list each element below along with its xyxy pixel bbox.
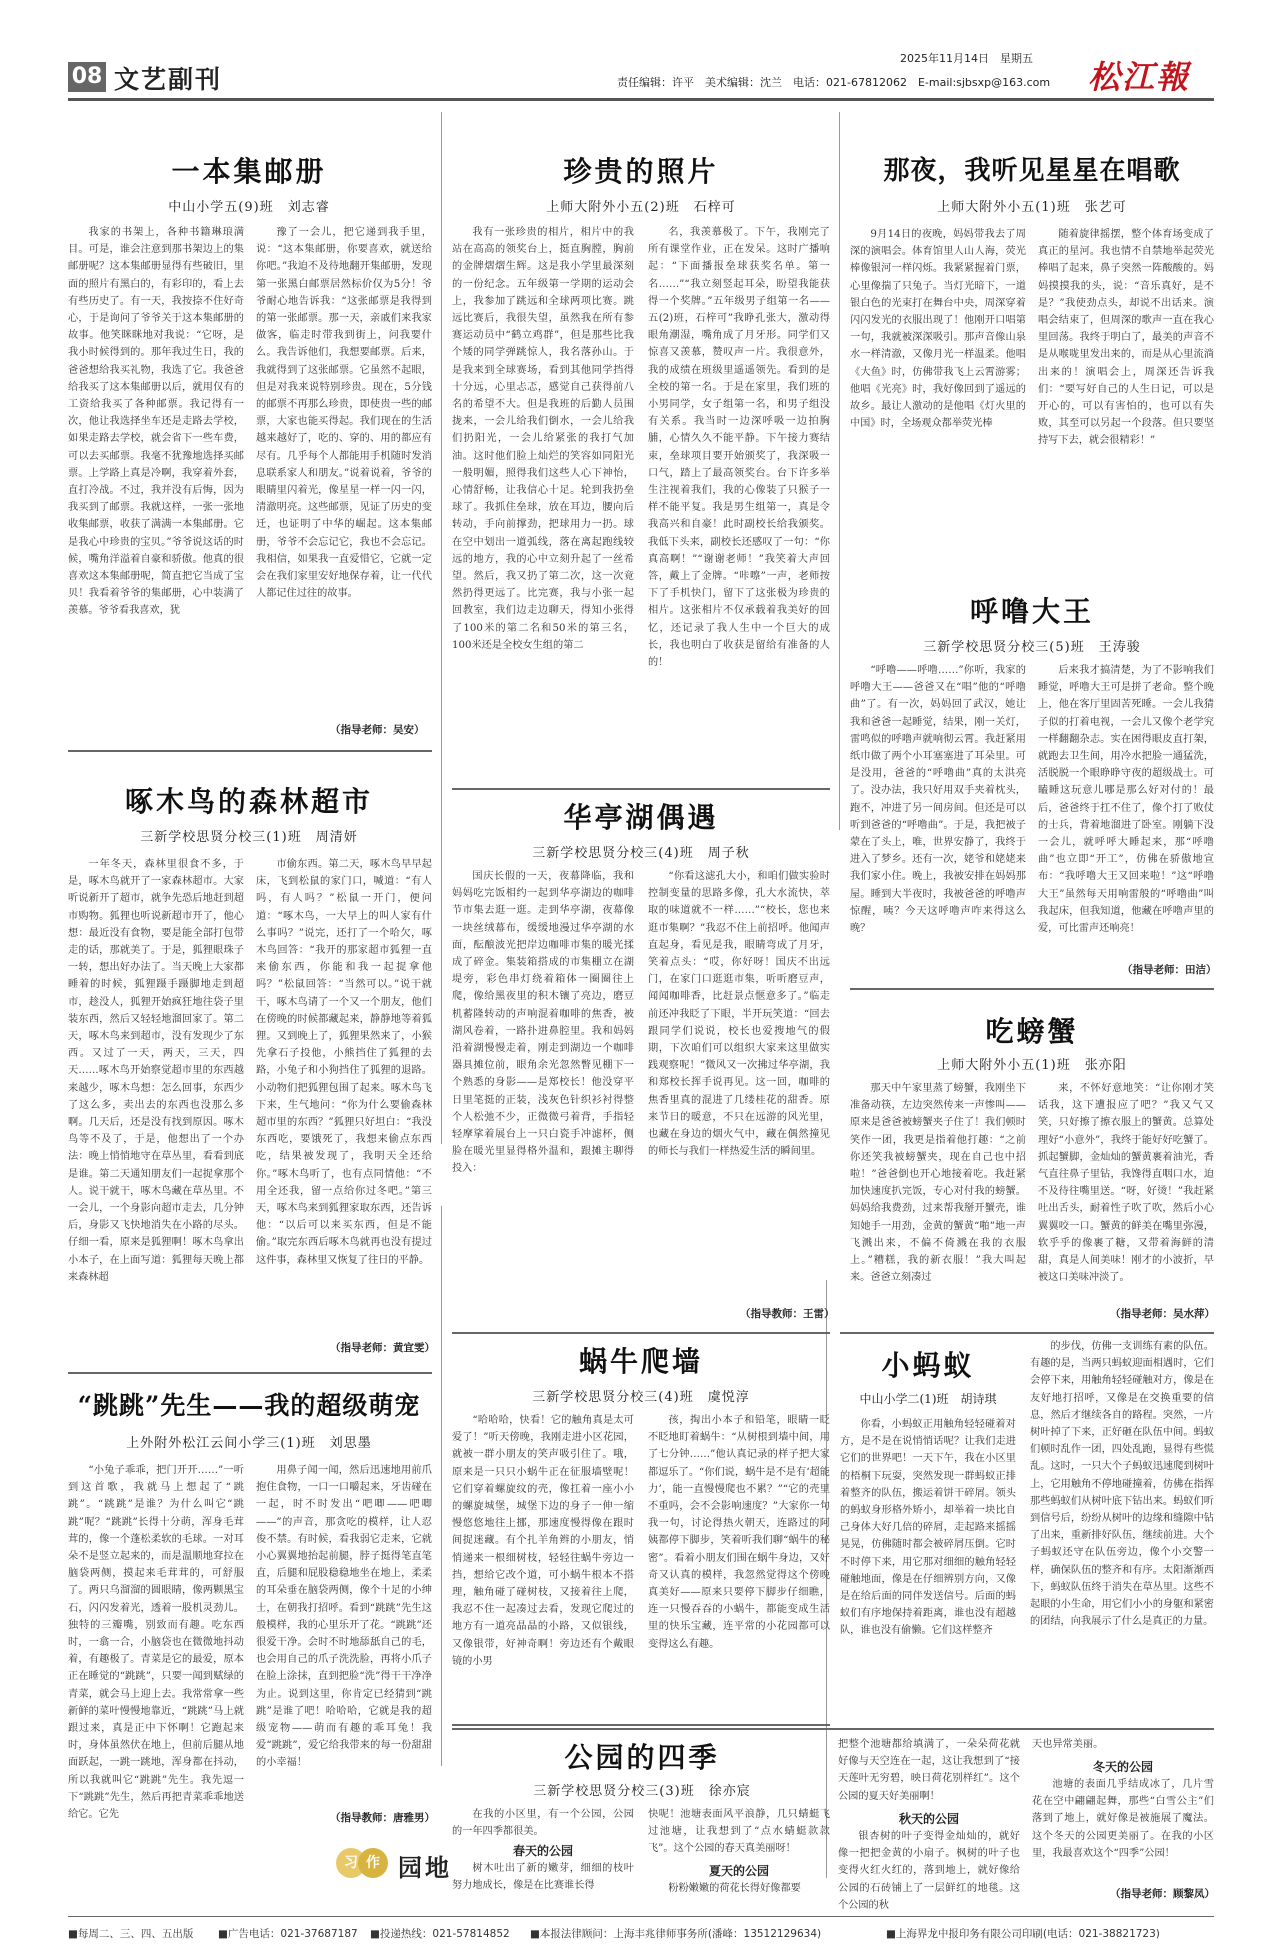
article-text: 市偷东西。第二天，啄木鸟早早起床，飞到松鼠的家门口，喊道：“有人吗，有人吗？”松鼠一开门，便问道：“啄木鸟，一大早上的叫人家有什么事吗？”说完，还打了一个哈欠，啄木鸟回答：“我开的那家超市狐狸一直来偷东西，你能和我一起捉拿他吗？”松鼠回答：“当然可以。”说干就干，啄木鸟请了一个又一个朋友，他们在傍晚的时候都藏起来，静静地等着狐狸。又到晚上了，狐狸果然来了，小猴先拿石子投他，小熊挡住了狐狸的去路，小兔子和小狗挡住了狐狸的退路。小动物们把狐狸包围了起来。啄木鸟飞下来，生气地问：“你为什么要偷森林超市里的东西？”狐狸只好坦白：“我没东西吃，要饿死了，我想来偷点东西吃，结果被发现了，我明天全还给你。”啄木鸟听了，也有点同情他：“不用全还我，留一点给你过冬吧。”第三天，啄木鸟来到狐狸家取东西，还告诉他：“以后可以来买东西，但是不能偷。”取完东西后啄木鸟就再也没有提过这件事，森林里又恢复了往日的平静。 [256,859,432,1266]
article-body [648,1412,830,1714]
footer-publish-days: ■每周二、三、四、五出版 [68,1928,194,1940]
article-author: 上师大附外小五(2)班 石梓可 [546,200,736,215]
article-author: 上师大附外小五(1)班 张艺可 [937,200,1127,215]
badge-char: 作 [358,1848,388,1878]
article-text: “哈哈哈，快看！它的触角真是太可爱了！”听天傍晚，我刚走进小区花园，就被一群小朋友的笑声吸引住了。哦，原来是一只只小蜗牛正在征服墙壁呢！它们穿着螺旋纹的壳，像扛着一座小小的螺旋城堡，城堡下边的身子一伸一缩慢悠悠地往上挪，那速度慢得像在跟时间捉迷藏。有个扎羊角辫的小朋友，悄悄递来一根细树枝，轻轻往蜗牛旁边一挡，想给它改个道，可小蜗牛根本不搭理，触角碰了碰树枝，又接着往上爬，我忍不住一起凑过去看，发现它爬过的地方有一道亮晶晶的小路，又似银线，又像银带，好神奇啊！旁边还有个戴眼镜的小男 [452,1415,634,1667]
column-divider [441,112,442,1144]
header-rule [68,98,1214,101]
article-text: “你看这滤孔大小，和咱们做实验时控制变量的思路多像，孔大水流快，萃取的味道就不一样……”“校长，您也来逛市集啊？”我忍不住上前招呼。他闻声直起身，看见是我，眼睛弯成了月牙，笑着点头：“哎，你好呀！国庆不出远门，在家门口逛逛市集，听听磨豆声，闻闻咖啡香，比赶景点惬意多了。”临走前还冲我眨了下眼，半开玩笑道：“回去跟同学们说说，校长也爱搜地气的假期，下次咱们可以组织大家来这里做实践观察呢！”微风又一次拂过华亭湖，我和郑校长挥手说再见。这一回，咖啡的焦香里真的混进了几缕桂花的甜香。原来节日的暖意，不只在远游的风光里，也藏在身边的烟火气中，藏在偶然撞见的师长与我们一样热爱生活的瞬间里。 [648,871,830,1158]
badge-char: 习 [336,1848,366,1878]
newspaper-page [68,50,1217,1940]
article-text: 用鼻子闻一闻，然后迅速地用前爪抱住食物，一口一口嚼起来，牙齿碰在一起，时不时发出“吧唧——吧唧——”的声音，那贪吃的模样，让人忍俊不禁。有时候，看我弱它走来，它就小心翼翼地抬起前腿，脖子挺得笔直笔直，后腿和屁股稳稳地坐在地上，柔柔的耳朵垂在脑袋两侧，像个十足的小绅士，在朝我打招呼。看到“跳跳”先生这般模样，我的心里乐开了花。“跳跳”还很爱干净。会时不时地舔舐自己的毛，也会用自己的爪子洗洗脸，再将小爪子在脸上涂抹，直到把脸“洗”得干干净净为止。说到这里，你肯定已经猜到“跳跳”是谁了吧！哈哈哈，它就是我的超级宠物——萌而有趣的乖耳兔！我爱“跳跳”，爱它给我带来的每一份甜甜的小幸福！ [256,1465,432,1769]
season-heading: 秋天的公园 [898,1812,959,1826]
article-body [452,224,634,778]
article-body [648,868,830,1302]
article-author: 上外附外松江云间小学三(1)班 刘思墨 [126,1436,372,1451]
footer-ad-phone: ■广告电话：021-37687187 [218,1928,358,1940]
article-title: 一本集邮册 [171,155,327,188]
article-body [1038,1080,1214,1302]
article-text: 快呢！池塘表面风平浪静，几只蜻蜓飞过池塘，让我想到了“点水蜻蜓款款飞”。这个公园的春天真美丽呀！ [648,1809,830,1855]
article-body [838,1736,1020,1806]
article-title: 华亭湖偶遇 [563,801,719,834]
article-author: 三新学校思贤分校三(4)班 虞悦淳 [532,1390,750,1405]
section-rule [452,1332,830,1334]
page-header [68,50,1214,98]
article-body [256,1462,432,1794]
article-body [452,1412,634,1714]
article-author: 三新学校思贤分校三(4)班 周子秋 [532,846,750,861]
footer-delivery-phone: ■投递热线：021-57814852 [370,1928,510,1940]
article-author: 中山小学二(1)班 胡诗琪 [859,1392,997,1406]
teacher-credit: （指导教师：唐雅男） [330,1812,435,1824]
article-text: “呼噜——呼噜……”你听，我家的呼噜大王——爸爸又在“唱”他的“呼噜曲”了。有一次，妈妈回了武汉，她让我和爸爸一起睡觉，结果，刚一关灯，雷鸣似的呼噜声就响彻云霄。我赶紧用纸巾做了两个小耳塞塞进了耳朵里。可是没用，爸爸的“呼噜曲”真的太洪亮了。没办法，我只好用双手夹着枕头，跑不，冲进了另一间房间。但还是可以听到爸爸的“呼噜曲”。于是，我把被子蒙在了头上，唯，世界安静了，我终于进入了梦乡。还有一次，姥爷和姥姥来我们家小住。晚上，我被安排在妈妈那屋。睡到大半夜时，我被爸爸的呼噜声惊醒，咦？今天这呼噜声咋来得这么晚？ [850,665,1026,935]
article-text: 豫了一会儿，把它递到我手里，说：“这本集邮册，你要喜欢，就送给你吧。”我迫不及待地翻开集邮册，发现第一张黑白邮票居然标价仅为5分！爷爷耐心地告诉我：“这张邮票是我得到的第一张邮票。那一天，亲戚们来我家做客，临走时带我到街上，问我要什么。我告诉他们，我想要邮票。后来，我就得到了这张邮票。它虽然不起眼，但是对我来说特别珍贵。现在，5分钱的邮票不再那么珍贵，即使贵一些的邮票，大家也能买得起。我们现在的生活越来越好了，吃的、穿的、用的都应有尽有。几乎每个人都能用手机随时发消息联系家人和朋友。”说着说着，爷爷的眼睛里闪着光，像星星一样一闪一闪，清澈明亮。这些邮票，见证了历史的变迁，也证明了中华的崛起。这本集邮册，爷爷不会忘记它，我也不会忘记。我相信，如果我一直爱惜它，它就一定会在我们家里安好地保存着，让一代代人都记住过往的故事。 [256,227,432,600]
season-heading: 冬天的公园 [1092,1760,1153,1774]
article-author: 中山小学五(9)班 刘志睿 [168,200,330,215]
article-body [452,868,634,1312]
article-text: 随着旋律摇摆，整个体育场变成了真正的星河。我也情不自禁地举起荧光棒唱了起来，鼻子突然一阵酸酸的。妈妈摸摸我的头，说：“音乐真好，是不是？”我使劲点头，却说不出话来。演唱会结束了，但周深的歌声一直在我心里回荡。我终于明白了，最美的声音不是从喉咙里发出来的，而是从心里流淌出来的！演唱会上，周深还告诉我们：“要写好自己的人生日记，可以是开心的，可以有害怕的，也可以有失败，其至可以另起一个段落。但只要坚持写下去，就会很精彩！” [1038,229,1214,447]
article-author: 三新学校思贤分校三(1)班 周清妍 [140,830,358,845]
section-rule [452,788,830,790]
editor-credits: 责任编辑：许平 美术编辑：沈兰 电话：021-67812062 E-mail:sjbsxp@163.com [617,76,1051,89]
article-text: 我有一张珍贵的相片，相片中的我站在高高的领奖台上，挺直胸膛，胸前的金牌熠熠生辉。这是我小学里最深刻的一份纪念。五年级第一学期的运动会上，我参加了跳远和全球两项比赛。跳远比赛后，我很失望，虽然我在所有参赛运动员中“鹤立鸡群”，但是那些比我个矮的同学弹跳惊人，我名落孙山。于是我来到全球赛场，看到其他同学挡得十分远，心里忐忑，感觉自己获得前八名的希望不大。但是我班的后勤人员围拢来，一会儿给我们倒水，一会儿给我们扔阳光，一会儿给紧张的我打气加油。这时他们脸上灿烂的笑容如同阳光一般明媚，照得我们这些人心下神怡，心情舒畅，让我信心十足。轮到我扔垒球了。我抓住垒球，放在耳边，腰向后转动，手向前撑劲，把球用力一扔。球在空中划出一道弧线，落在离起跑线较远的地方，我的心中立刻升起了一丝希望。然后，我又扔了第二次，这一次竟然扔得更远了。比完赛，我与小张一起回教室，我们边走边聊天，得知小张得了100米的第二名和50米的第三名，100米还是全校女生组的第二 [452,227,634,651]
article-body [256,224,432,720]
issue-date: 2025年11月14日 星期五 [900,52,1033,65]
section-rule [850,988,1214,990]
article-title: 小蚂蚁 [881,1349,975,1382]
teacher-credit: （指导老师：田洁） [1122,964,1217,976]
section-rule [68,1372,432,1374]
article-text: 那天中午家里蒸了螃蟹，我刚坐下准备动筷，左边突然传来一声惨叫——原来是爸爸被螃蟹夹子住了！我们顿时笑作一团，我更是指着他打趣：“之前你还笑我被螃蟹夹，现在自己也中招啦！”爸爸倒也开心地接着吃。我赶紧加快速度扒完饭，专心对付我的螃蟹。妈妈给我费劲，过来帮我掰开蟹壳，谁知她手一用劲，金黄的蟹黄“啪”地一声飞溅出来，不偏不倚溅在我的衣服上。”糟糕，我的新衣服！”我大叫起来。爸爸立刻凑过 [850,1083,1026,1284]
teacher-credit: （指导教师：王雷） [740,1308,835,1320]
article-text: 在我的小区里，有一个公园，公园的一年四季都很美。 [452,1809,634,1838]
article-body [850,1080,1026,1320]
section-rule [452,1724,830,1726]
article-body [256,856,432,1336]
article-body [68,224,244,736]
teacher-credit: （指导老师：顾黎凤） [1110,1888,1215,1900]
article-text: 粉粉嫩嫩的荷花长得好像都要 [668,1883,801,1894]
article-text: 国庆长假的一天，夜幕降临，我和妈妈吃完饭相约一起到华亭湖边的咖啡节市集去逛一逛。走到华亭湖，夜幕像一块丝绒幕布，缓缓地漫过华亭湖的水面，酝酿波光把岸边咖啡市集的暖光揉成了碎金。集装箱搭成的市集棚立在湖堤旁，彩色串灯绕着箱体一圈圈往上爬，像给黑夜里的积木镶了亮边，磨豆机蓄隆转动的声响混着咖啡的焦香，被湖风卷着，一路扑进鼻腔里。我和妈妈沿着湖慢慢走着，刚走到湖边一个咖啡器具摊位前，眼角余光忽然瞥见棚下一个熟悉的身影——是郑校长！他没穿平日里笔挺的正装，浅灰色针织衫衬得整个人松弛不少，正微微弓着背，手指轻轻摩挲着展台上一只白瓷手冲滤杯，侧脸在暖光里显得格外温和，跟摊主聊得投入： [452,871,634,1175]
article-text: 的步伐，仿佛一支训练有素的队伍。有趣的是，当两只蚂蚁迎面相遇时，它们会停下来，用触角轻轻碰触对方，像是在友好地打招呼，又像是在交换重要的信息，然后才继续各自的路程。突然，一片树叶掉了下来，正好砸在队伍中间。蚂蚁们顿时乱作一团，四处乱跑，显得有些慌乱。这时，一只大个子蚂蚁迅速爬到树叶上，它用触角不停地碰撞着，仿佛在指挥那些蚂蚁们从树叶底下钻出来。蚂蚁们听到信号后，纷纷从树叶的边缘和缝隙中钻了出来，重新排好队伍，继续前进。大个子蚂蚁还守在队伍旁边，像个小交警一样，确保队伍的整齐和有序。太阳渐渐西下，蚂蚁队伍终于消失在草丛里。这些不起眼的小生命，用它们小小的身躯和紧密的团结，向我展示了什么是真正的力量。 [1030,1341,1214,1628]
article-title: 呼噜大王 [969,595,1094,628]
article-body [838,1828,1020,1911]
teacher-credit: （指导老师：黄宜雯） [330,1342,435,1354]
article-text: 树木吐出了新的嫩芽，细细的枝叶努力地成长，像是在比赛谁长得 [452,1863,634,1892]
page-number: 08 [68,62,106,92]
article-body [648,1806,830,1858]
article-text: 来，不怀好意地笑：“让你刚才笑话我，这下遭报应了吧？”我又气又笑，只好擦了擦衣服上的蟹黄。总算处理好“小意外”，我终于能好好吃蟹了。抓起蟹脚，金灿灿的蟹黄裹着油光，香气直往鼻子里钻，我馋得直咽口水，迫不及待往嘴里送。“呀，好烫！”我赶紧吐出舌头，耐着性子吹了吹，然后小心翼翼咬一口。蟹黄的鲜美在嘴里弥漫，软乎乎的像裹了糖，又带着海鲜的清甜，真是人间美味！刚才的小波折，早被这口美味冲淡了。 [1038,1083,1214,1284]
column-divider [839,112,840,830]
season-heading: 春天的公园 [512,1844,573,1858]
article-author: 三新学校思贤分校三(5)班 王涛骏 [923,640,1141,655]
article-text: 把整个池塘都给填满了，一朵朵荷花就好像与天空连在一起，这让我想到了“接天莲叶无穷碧，映日荷花别样红”。这个公园的夏天好美丽啊！ [838,1739,1020,1802]
article-text: 你看，小蚂蚁正用触角轻轻碰着对方，是不是在说悄悄话呢？让我们走进它们的世界吧！一天下午，我在小区里的梧桐下玩耍，突然发现一群蚂蚁正排着整齐的队伍，搬运着饼干碎屑。领头的蚂蚁身形格外矫小，却举着一块比自己身体大好几倍的碎屑，走起路来摇摇晃晃，仿佛随时都会被碎屑压倒。它时不时停下来，用它那对细细的触角轻轻碰触地面，像是在仔细辨别方向，又像是在给后面的同伴发送信号。后面的蚂蚁们有序地保持着距离，谁也没有超越队，谁也没有偷懒。它们这样整齐 [840,1419,1016,1637]
section-rule [452,1728,1214,1730]
article-title: 啄木鸟的森林超市 [124,785,373,818]
section-title: 文艺副刊 [114,65,223,94]
article-text: 名，我羡慕极了。下午，我刚完了所有课堂作业，正在发呆。这时广播响起：“下面播报垒球获奖名单。第一名……”“我立刻竖起耳朵，盼望我能获得一个奖牌。”五年级男子组第一名——五(2)班，石梓可”我睁孔张大，激动得眼角潮湿，嘴角成了月牙形。同学们又惊喜又羡慕，赞叹声一片。我很意外，我的成绩在班级里遥遥领先。看到的是全校的第一名。于是在家里，我们班的小男同学，女子组第一名，和男子组没有关系。我当时一边深呼吸一边拍胸脯，心情久久不能平静。下午接力赛结束，垒球项目要开始颁奖了，我深吸一口气，踏上了最高领奖台。台下许多举生注视着我们，我的心像装了只猴子一样不能平复。我是男生组第一，真是令我高兴和自豪！此时副校长给我颁奖。我低下头来，副校长还感叹了一句：“你真高啊！”“谢谢老师！”我笑着大声回答，戴上了金牌。“咔嚓”一声，老师按下了手机快门，留下了这张极为珍贵的相片。这张相片不仅承载着我美好的回忆，还记录了我人生中一个巨大的成长，我也明白了收获是留给有准备的人的！ [648,227,830,669]
teacher-credit: （指导老师：吴水萍） [1110,1308,1215,1320]
article-text: 9月14日的夜晚，妈妈带我去了周深的演唱会。体育馆里人山人海，荧光棒像银河一样闪烁。我紧紧握着门票，心里像揣了只兔子。当灯光暗下，一道银白色的光束打在舞台中央，周深穿着闪闪发光的衣服出现了！他刚开口唱第一句，我就被深深吸引。那声音像山泉水一样清澈，又像月光一样温柔。他唱《大鱼》时，仿佛带我飞上云霄游雾；他唱《光亮》时，我好像回到了遥远的故乡。最让人激动的是他唱《灯火里的中国》时，全场观众都举荧光棒 [850,229,1026,430]
section-rule [68,750,432,752]
article-title: 蜗牛爬墙 [578,1345,703,1378]
article-text: 后来我才搞清楚，为了不影响我们睡觉，呼噜大王可是拼了老命。整个晚上，他在客厅里固苦死睡。一会儿我猜子似的打着电视，一会儿又像个老学究一样翻翻杂志。实在困得眼皮直打架，就跑去卫生间，用冷水把脸一通猛洗，活脱脱一个眼睁睁守夜的超级战士。可瞌睡这玩意儿哪是那么好对付的！最后，爸爸终于扛不住了，像个打了败仗的士兵，背着地溜进了卧室。刚躺下没一会儿，就呼呼大睡起来，那“呼噜曲”也立即“开工”，仿佛在骄傲地宣布：“我呼噜大王又回来啦！”这“呼噜大王”虽然每天用响雷般的“呼噜曲”叫我起床，但我知道，他藏在呼噜声里的爱，可比雷声还响亮！ [1038,665,1214,935]
article-body [1038,226,1214,544]
article-text: 银杏树的叶子变得金灿灿的，就好像一把把金黄的小扇子。枫树的叶子也变得火红火红的，落到地上，就好像给公园的石砖铺上了一层鲜红的地毯。这个公园的秋 [838,1831,1020,1911]
article-text: “小兔子乖乖，把门开开……”一听到这首歌，我就马上想起了“跳跳”。“跳跳”是谁？为什么叫它“跳跳”呢？“跳跳”长得十分萌，浑身毛茸茸的，像一个蓬松柔软的毛球。一对耳朵不是竖立起来的，而是温顺地耷拉在脑袋两侧，摸起来毛茸茸的，可舒服了。两只乌溜溜的圆眼睛，像两颗黑宝石，闪闪发着光，透着一股机灵劲儿。独特的三瓣嘴，别致而有趣。吃东西时，一翕一合，小脑袋也在微微地抖动着，有趣极了。青菜是它的最爱，原本正在睡觉的“跳跳”，只要一闻到赋绿的青菜，就会马上迎上去。我常常拿一些新鲜的菜叶慢慢地靠近，“跳跳”马上就跟过来，真是正中下怀啊！它跑起来时，身体虽然伏在地上，但前后腿从地面跃起，一跳一跳地，浑身都在抖动，所以我就叫它“跳跳”先生。我先逗一下“跳跳”先生，然后再把青菜乖乖地送给它。它先 [68,1465,244,1821]
article-body [452,1806,634,1840]
column-divider [441,1206,442,1766]
article-body [68,856,244,1354]
article-text: 天也异常美丽。 [1032,1739,1104,1750]
article-title: 公园的四季 [564,1741,720,1774]
article-text: 孩，掏出小本子和铅笔，眼睛一眨不眨地盯着蜗牛：“从树根到墙中间，用了七分钟……”他认真记录的样子把大家都逗乐了。“你们说，蜗牛是不是有‘超能力’，能一直慢慢爬也不累？”“它的壳里不重吗，会不会影响速度？”大家你一句我一句，讨论得热火朝天，连路过的阿姨都停下脚步，笑着听我们聊“蜗牛的秘密”。看着小朋友们围在蜗牛身边，又好奇又认真的模样，我忽然觉得这个傍晚真美好——原来只要停下脚步仔细瞧，连一只慢吞吞的小蜗牛，都能变成生活里的快乐宝藏，连平常的小花园都可以变得这么有趣。 [648,1415,830,1650]
article-body [1038,662,1214,958]
article-title: 那夜，我听见星星在唱歌 [883,156,1181,186]
article-title: “跳跳”先生——我的超级萌宠 [77,1391,421,1420]
article-text: 我家的书架上，各种书籍琳琅满目。可是，谁会注意到那书架边上的集邮册呢？这本集邮册显得有些破旧，里面的照片有黑白的，有彩印的，看上去有些历史了。有一天，我按捺不住好奇心，于是询问了爷爷关于这本集邮册的故事。他笑眯眯地对我说：“它呀，是我小时候得到的。那年我过生日，我的爸爸想给我买礼物，我选了它。我爸爸给我买了这本集邮册以后，就用仅有的工资给我买了各种邮票。我记得有一次，他让我选择坐车还是走路去学校，如果走路去学校，就会省下一些车费，可以去买邮票。我毫不犹豫地选择买邮票。上学路上真是冷啊，我穿着外套，直打冷战。不过，我并没有后悔，因为我买到了邮票。我就这样，一张一张地收集邮票，收获了满满一本集邮册。它是我心中珍贵的宝贝。”爷爷说这话的时候，嘴角洋溢着自豪和骄傲。他真的很喜欢这本集邮册呢，简直把它当成了宝贝！我看着爷爷的集邮册，心中装满了羡慕。爷爷看我喜欢，犹 [68,227,244,617]
season-heading: 夏天的公园 [708,1864,769,1878]
article-body [1030,1338,1214,1720]
article-author: 上师大附外小五(1)班 张亦阳 [937,1058,1127,1073]
article-body [1032,1736,1214,1754]
footer-legal-advisor: ■本报法律顾问：上海丰兆律师事务所(潘峰：13512129634) [530,1928,822,1940]
section-rule [840,1332,1214,1334]
article-body [1032,1776,1214,1880]
article-body [648,1880,830,1898]
article-body [68,1462,244,1890]
article-body [850,226,1026,544]
newspaper-logo: 松江報 [1088,58,1191,96]
article-body [452,1860,634,1896]
article-body [840,1416,1016,1718]
footer-printer: ■上海界龙中报印务有限公司印刷(电话：021-38821723) [886,1928,1160,1940]
article-title: 珍贵的照片 [563,155,719,188]
teacher-credit: （指导老师：吴安） [330,724,425,736]
article-body [850,662,1026,976]
page-footer [68,1922,1214,1944]
article-title: 吃螃蟹 [985,1015,1079,1048]
article-author: 三新学校思贤分校三(3)班 徐亦宸 [533,1784,751,1799]
footer-rule [68,1916,1214,1917]
badge-text: 园地 [398,1853,452,1882]
article-text: 池塘的表面几乎结成冰了，几片雪花在空中翩翩起舞，那些“白雪公主”们落到了地上，就好像是被施展了魔法。这个冬天的公园更美丽了。在我的小区里，我最喜欢这个“四季”公园！ [1032,1779,1214,1859]
article-text: 一年冬天，森林里很食不多，于是，啄木鸟就开了一家森林超市。大家听说新开了超市，就争先恐后地赶到超市购物。狐狸也听说新超市开了，他心想：最近没有食物，要是能全部打包带走的话，那就美了。于是，狐狸眼珠子一转，想出好办法了。当天晚上大家都睡着的时候，狐狸蹑手蹑脚地走到超市，趁没人，狐狸开始疯狂地往袋子里装东西，然后又轻轻地溜回家了。第二天，啄木鸟来到超市，没有发现少了东西。又过了一天，两天，三天，四天……啄木鸟开始察觉超市里的东西越来越少，啄木鸟想：怎么回事，东西少了这么多，卖出去的东西也没那么多啊。几天后，还是没有找到原因。啄木鸟等不及了，于是，他想出了一个办法：晚上悄悄地守在草丛里，看看到底是谁。第二天通知朋友们一起捉拿那个人。说干就干，啄木鸟藏在草丛里。不一会儿，一个身影向超市走去，几分钟后，身影又飞快地消失在小路的尽头。仔细一看，原来是狐狸啊！啄木鸟拿出小本子，在上面写道：狐狸每天晚上都来森林超 [68,859,244,1283]
article-body [648,224,830,778]
